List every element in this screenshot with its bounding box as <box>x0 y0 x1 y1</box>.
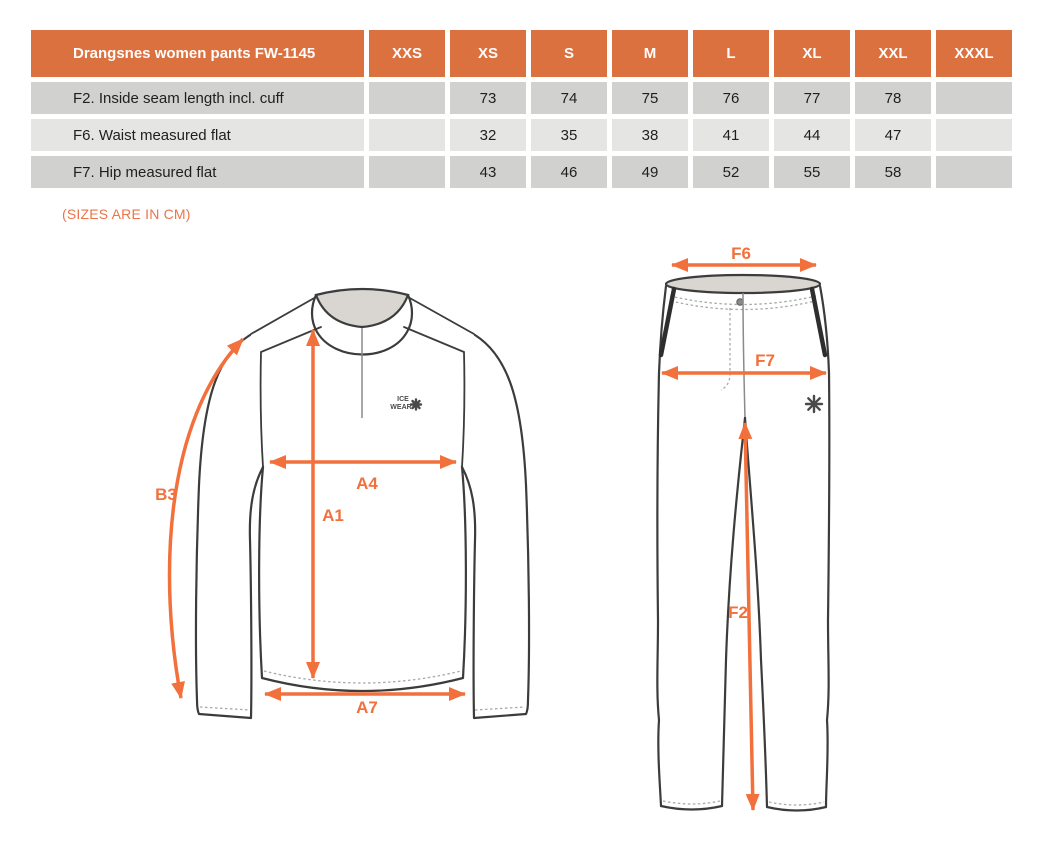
size-header-xxl: XXL <box>855 30 931 77</box>
collar-inner-fill <box>316 289 408 327</box>
size-header-xs: XS <box>450 30 526 77</box>
right-raglan-seam <box>404 327 464 467</box>
size-value-cell: 41 <box>693 119 769 151</box>
left-hem-stitch <box>663 801 720 804</box>
size-value-cell: 49 <box>612 156 688 188</box>
size-value-cell: 58 <box>855 156 931 188</box>
size-value-cell <box>936 119 1012 151</box>
measure-label-f2: F2 <box>728 603 748 622</box>
pants-left-leg-outer <box>657 373 661 806</box>
measure-label-a1: A1 <box>322 506 344 525</box>
right-hem-stitch <box>769 802 824 805</box>
size-value-cell: 44 <box>774 119 850 151</box>
right-cuff-stitch <box>475 707 525 710</box>
snowflake-icon <box>806 396 822 412</box>
snowflake-icon <box>411 400 421 410</box>
right-shoulder-seam <box>408 297 474 334</box>
units-note: (SIZES ARE IN CM) <box>62 206 191 222</box>
measure-label-f6: F6 <box>731 244 751 263</box>
size-value-cell: 77 <box>774 82 850 114</box>
measure-label-a4: A4 <box>356 474 378 493</box>
table-row-f2 <box>31 82 1012 114</box>
size-value-cell <box>369 156 445 188</box>
size-header-m: M <box>612 30 688 77</box>
size-value-cell: 75 <box>612 82 688 114</box>
table-title: Drangsnes women pants FW-1145 <box>31 30 364 77</box>
size-value-cell: 46 <box>531 156 607 188</box>
fly-stitch <box>721 308 730 390</box>
size-value-cell: 52 <box>693 156 769 188</box>
waistband-opening <box>666 275 820 293</box>
size-value-cell <box>369 82 445 114</box>
size-value-cell: 78 <box>855 82 931 114</box>
size-value-cell: 35 <box>531 119 607 151</box>
size-header-l: L <box>693 30 769 77</box>
sweater-right-sleeve <box>462 335 529 718</box>
table-row-f6 <box>31 119 1012 151</box>
size-header-xl: XL <box>774 30 850 77</box>
measure-arrow-a4 <box>270 462 456 493</box>
size-value-cell <box>936 82 1012 114</box>
measure-arrow-a7 <box>265 694 465 717</box>
row-label: F6. Waist measured flat <box>31 119 364 151</box>
row-label: F2. Inside seam length incl. cuff <box>31 82 364 114</box>
size-value-cell: 76 <box>693 82 769 114</box>
sweater-body <box>259 467 466 691</box>
logo-text-wear: WEAR <box>390 404 412 411</box>
size-value-cell: 74 <box>531 82 607 114</box>
logo-text-ice: ICE <box>397 396 409 403</box>
size-value-cell: 55 <box>774 156 850 188</box>
size-value-cell <box>936 156 1012 188</box>
pants-left-hem <box>661 806 722 810</box>
measure-label-a7: A7 <box>356 698 378 717</box>
size-header-xxs: XXS <box>369 30 445 77</box>
measure-arrow-b3 <box>155 339 243 698</box>
center-front-line <box>743 293 745 418</box>
left-cuff-stitch <box>200 707 250 710</box>
table-header-row <box>31 30 1012 77</box>
measure-label-b3: B3 <box>155 485 177 504</box>
waist-button <box>737 299 743 305</box>
size-value-cell: 73 <box>450 82 526 114</box>
size-value-cell: 43 <box>450 156 526 188</box>
size-table <box>26 25 1017 193</box>
measure-arrow-f6 <box>672 244 816 265</box>
row-label: F7. Hip measured flat <box>31 156 364 188</box>
left-shoulder-seam <box>251 297 316 334</box>
pants-right-hem <box>767 807 826 811</box>
size-header-s: S <box>531 30 607 77</box>
size-value-cell: 32 <box>450 119 526 151</box>
pants-diagram <box>630 240 860 840</box>
size-value-cell: 47 <box>855 119 931 151</box>
measure-arrow-a1 <box>313 330 344 678</box>
size-value-cell <box>369 119 445 151</box>
hem-stitch <box>264 671 461 683</box>
table-row-f7 <box>31 156 1012 188</box>
size-header-xxxl: XXXL <box>936 30 1012 77</box>
pants-right-leg-outer <box>826 373 829 807</box>
sweater-diagram <box>145 250 585 730</box>
size-value-cell: 38 <box>612 119 688 151</box>
measure-label-f7: F7 <box>755 351 775 370</box>
